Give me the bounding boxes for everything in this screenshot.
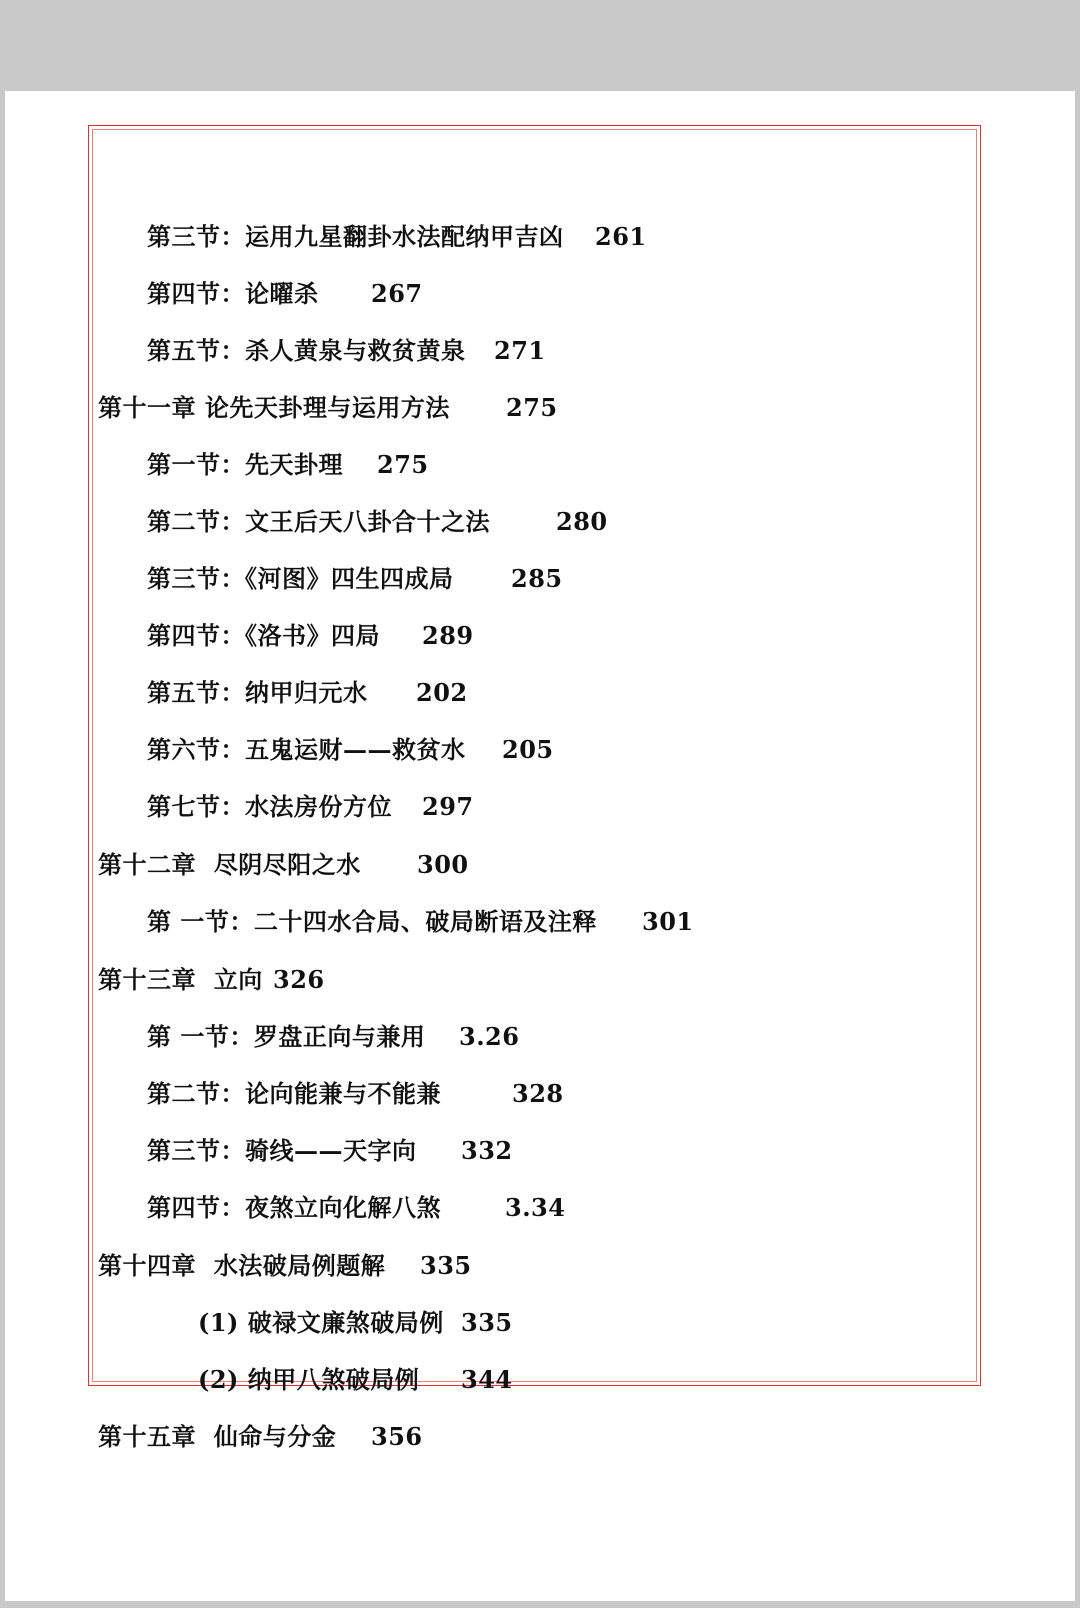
- toc-entry-title: 第十二章 尽阴尽阳之水: [98, 850, 361, 879]
- toc-entry-page: 289: [422, 621, 474, 650]
- toc-entry-page: 326: [273, 965, 325, 994]
- toc-entry-section: [147, 1079, 564, 1109]
- toc-entry-page: 271: [494, 336, 546, 365]
- toc-entry-page: 261: [595, 222, 647, 251]
- toc-entry-chapter: [98, 965, 325, 995]
- toc-entry-section: [147, 1136, 513, 1166]
- toc-entry-page: 335: [420, 1251, 472, 1280]
- toc-entry-chapter: [98, 1422, 423, 1452]
- toc-entry-title: 第十四章 水法破局例题解: [98, 1251, 386, 1280]
- toc-entry-chapter: [98, 393, 558, 423]
- toc-entry-page: 356: [371, 1422, 423, 1451]
- toc-entry-page: 3.26: [459, 1022, 520, 1051]
- toc-entry-page: 275: [506, 393, 558, 422]
- toc-entry-title: 第四节：《洛书》四局: [147, 621, 380, 650]
- toc-entry-title: 第三节：骑线——天字向: [147, 1136, 417, 1165]
- toc-entry-example: [198, 1308, 513, 1338]
- toc-entry-page: 300: [417, 850, 469, 879]
- toc-entry-title: 第三节：《河图》四生四成局: [147, 564, 454, 593]
- toc-entry-section: [147, 222, 647, 252]
- toc-entry-title: 第二节：论向能兼与不能兼: [147, 1079, 441, 1108]
- toc-entry-title: 第二节：文王后天八卦合十之法: [147, 507, 490, 536]
- toc-entry-title: (2) 纳甲八煞破局例: [198, 1365, 420, 1394]
- toc-entry-page: 332: [461, 1136, 513, 1165]
- toc-entry-title: (1) 破禄文廉煞破局例: [198, 1308, 444, 1337]
- toc-entry-title: 第四节：论曜杀: [147, 279, 319, 308]
- toc-entry-title: 第 一节：二十四水合局、破局断语及注释: [147, 907, 597, 936]
- toc-entry-page: 328: [512, 1079, 564, 1108]
- toc-entry-section: [147, 564, 563, 594]
- toc-entry-page: 205: [502, 735, 554, 764]
- toc-entry-section: [147, 279, 423, 309]
- toc-entry-section: [147, 336, 546, 366]
- toc-entry-title: 第七节：水法房份方位: [147, 792, 392, 821]
- toc-entry-title: 第五节：杀人黄泉与救贫黄泉: [147, 336, 466, 365]
- toc-entry-section: [147, 792, 474, 822]
- toc-entry-section: [147, 907, 694, 937]
- toc-entry-section: [147, 1193, 566, 1223]
- toc-entry-title: 第十五章 仙命与分金: [98, 1422, 337, 1451]
- toc-entry-page: 275: [377, 450, 429, 479]
- toc-entry-section: [147, 1022, 520, 1052]
- toc-entry-section: [147, 678, 468, 708]
- toc-entry-page: 301: [642, 907, 694, 936]
- toc-entry-page: 267: [371, 279, 423, 308]
- toc-entry-chapter: [98, 1251, 472, 1281]
- toc-entry-title: 第三节：运用九星翻卦水法配纳甲吉凶: [147, 222, 564, 251]
- toc-entry-example: [198, 1365, 513, 1395]
- toc-entry-page: 344: [461, 1365, 513, 1394]
- toc-entry-page: 335: [461, 1308, 513, 1337]
- toc-entry-page: 202: [416, 678, 468, 707]
- toc-entry-chapter: [98, 850, 469, 880]
- toc-entry-title: 第六节：五鬼运财——救贫水: [147, 735, 466, 764]
- toc-entry-title: 第一节：先天卦理: [147, 450, 343, 479]
- toc-entry-page: 297: [422, 792, 474, 821]
- toc-entry-section: [147, 507, 608, 537]
- toc-entry-title: 第十一章 论先天卦理与运用方法: [98, 393, 450, 422]
- toc-entry-title: 第五节：纳甲归元水: [147, 678, 368, 707]
- toc-entry-page: 285: [511, 564, 563, 593]
- toc-entry-page: 3.34: [505, 1193, 566, 1222]
- toc-entry-title: 第十三章 立向: [98, 965, 263, 994]
- toc-entry-section: [147, 621, 474, 651]
- toc-entry-title: 第四节：夜煞立向化解八煞: [147, 1193, 441, 1222]
- toc-entry-page: 280: [556, 507, 608, 536]
- toc-entry-section: [147, 450, 429, 480]
- toc-entry-title: 第 一节：罗盘正向与兼用: [147, 1022, 426, 1051]
- toc-entry-section: [147, 735, 554, 765]
